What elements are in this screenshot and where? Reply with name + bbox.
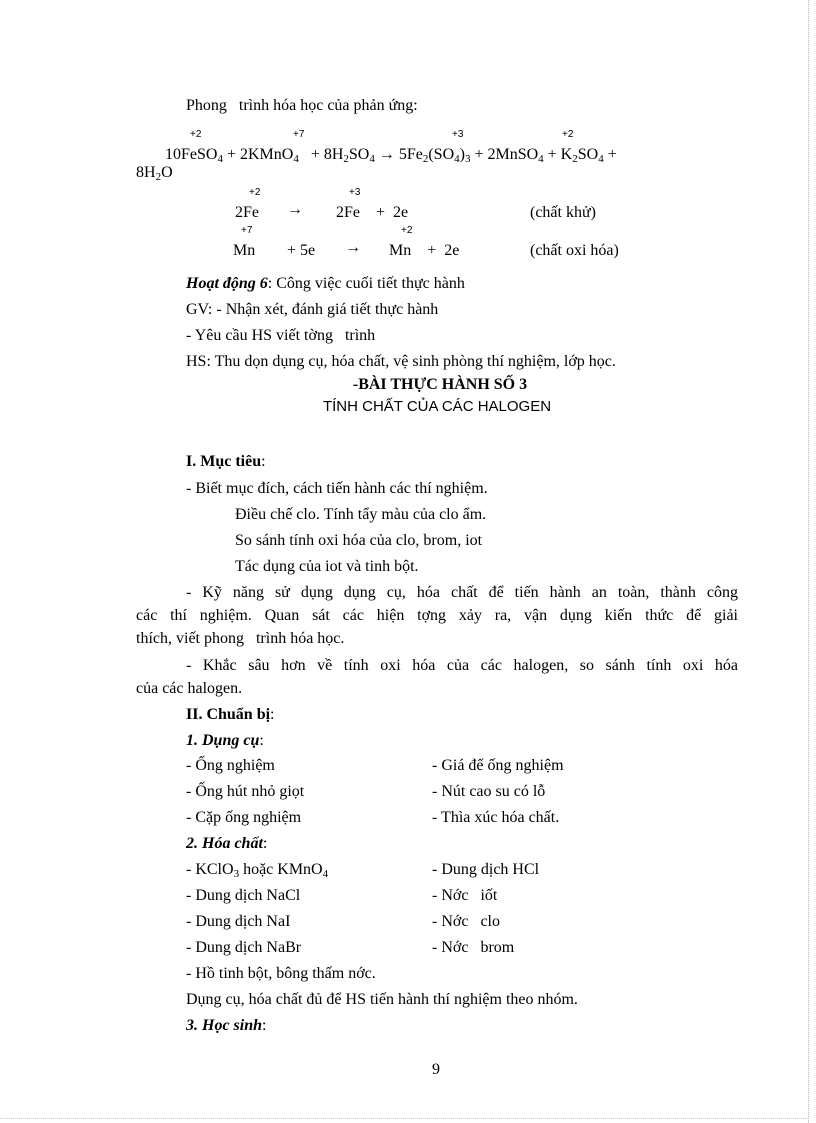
tool-right: - Giá để ống nghiệm — [432, 757, 564, 774]
half1-left: 2Fe — [235, 204, 259, 221]
half2-left: Mn — [233, 242, 256, 259]
page-edge-right — [808, 0, 809, 1123]
gv-line: GV: - Nhận xét, đánh giá tiết thực hành — [186, 301, 439, 318]
chem-left: - Dung dịch NaCl — [186, 887, 301, 904]
sub-1-heading: 1. Dụng cụ: — [186, 732, 264, 749]
chem-left: - Dung dịch NaBr — [186, 939, 302, 956]
objective-2-line-1: - Kỹ năng sử dụng dụng cụ, hóa chất để tiến hành an toàn, thành công — [186, 584, 738, 601]
objective-1: - Biết mục đích, cách tiến hành các thí nghiệm. — [186, 480, 488, 497]
chem-right: - Nớc clo — [432, 913, 500, 930]
half2-note: (chất oxi hóa) — [530, 242, 619, 259]
tool-right: - Nút cao su có lỗ — [432, 783, 546, 800]
objective-1c: Tác dụng của iot và tinh bột. — [235, 558, 419, 575]
reaction-arrow: → — [378, 146, 395, 163]
prep-note: Dụng cụ, hóa chất đủ để HS tiến hành thí nghiệm theo nhóm. — [186, 991, 578, 1008]
half1-ox-left: +2 — [249, 187, 261, 198]
page-edge-bottom — [0, 1118, 808, 1119]
intro-line: Phong trình hóa học của phản ứng: — [186, 97, 418, 114]
chem-last: - Hồ tinh bột, bông thấm nớc. — [186, 965, 376, 982]
half2-arrow: → — [345, 239, 361, 256]
chem-left: - Dung dịch NaI — [186, 913, 291, 930]
activity6-title: Hoạt động 6 — [186, 275, 268, 292]
chem-right: - Nớc iốt — [432, 887, 498, 904]
objective-1b: So sánh tính oxi hóa của clo, brom, iot — [235, 532, 483, 549]
equation-line-2: $8H_2O$ — [136, 164, 173, 183]
half2-right: Mn + 2e — [389, 242, 460, 259]
chem-right: - Dung dịch HCl — [432, 861, 540, 878]
ox-mn-2: +2 — [562, 129, 574, 140]
request-line: - Yêu cầu HS viết tờng trình — [186, 327, 376, 344]
ox-fe-3: +3 — [452, 129, 464, 140]
objective-1a: Điều chế clo. Tính tẩy màu của clo ẩm. — [235, 506, 487, 523]
half1-ox-right: +3 — [349, 187, 361, 198]
equation-line-1: 10FeSO$_4$ + 2KMnO$_4$ + $8H_2SO_4 \to 5Fe_2(SO_4)_3$ + 2MnSO$_4$ + $K_2SO_4$ + — [165, 146, 617, 165]
objective-2-line-2: các thí nghiệm. Quan sát các hiện tợng xảy ra, vận dụng kiến thức để giải — [136, 607, 738, 624]
tool-right: - Thìa xúc hóa chất. — [432, 809, 560, 826]
section-1-heading: I. Mục tiêu: — [186, 453, 266, 470]
half2-ox-right: +2 — [401, 225, 413, 236]
objective-3-line-1: - Khắc sâu hơn về tính oxi hóa của các halogen, so sánh tính oxi hóa — [186, 657, 738, 674]
section-2-heading: II. Chuẩn bị: — [186, 706, 275, 723]
lesson-title: -BÀI THỰC HÀNH SỐ 3 — [352, 376, 528, 393]
half1-arrow: → — [287, 201, 303, 218]
sub-2-heading: 2. Hóa chất: — [186, 835, 268, 852]
page-number: 9 — [432, 1061, 440, 1078]
half1-right: 2Fe + 2e — [336, 204, 409, 221]
tool-left: - Ống hút nhỏ giọt — [186, 783, 305, 800]
ox-mn-7: +7 — [293, 129, 305, 140]
objective-2-line-3: thích, viết phong trình hóa học. — [136, 630, 345, 647]
sub-3-heading: 3. Học sinh: — [186, 1017, 267, 1034]
chem-left-oxidizer: - KClO$_3$ hoặc KMnO$_4$ — [186, 861, 329, 880]
half2-plus: + 5e — [287, 242, 316, 259]
tool-left: - Ống nghiệm — [186, 757, 275, 774]
hs-line: HS: Thu dọn dụng cụ, hóa chất, vệ sinh phòng thí nghiệm, lớp học. — [186, 353, 616, 370]
lesson-subtitle: TÍNH CHẤT CỦA CÁC HALOGEN — [322, 398, 552, 415]
objective-3-line-2: của các halogen. — [136, 680, 243, 697]
activity6-line: Hoạt động 6: Công việc cuối tiết thực hành — [186, 275, 465, 292]
half2-ox-left: +7 — [241, 225, 253, 236]
chem-right: - Nớc brom — [432, 939, 515, 956]
ox-fe-2: +2 — [190, 129, 202, 140]
tool-left: - Cặp ống nghiệm — [186, 809, 302, 826]
half1-note: (chất khử) — [530, 204, 596, 221]
